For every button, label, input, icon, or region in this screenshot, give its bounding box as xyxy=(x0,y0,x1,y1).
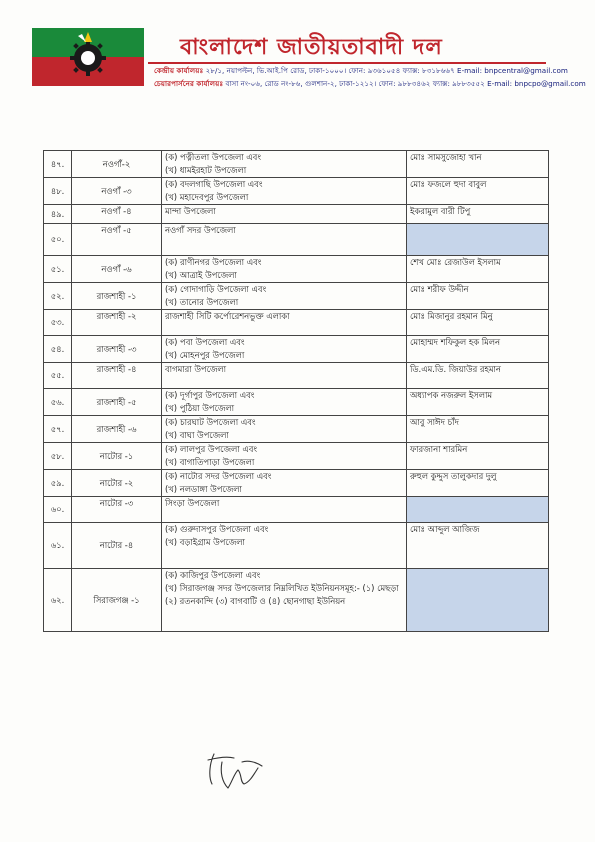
constituency-areas xyxy=(162,178,407,205)
area-line: সিংড়া উপজেলা xyxy=(165,498,220,508)
seat-number: ৫১. xyxy=(44,256,72,283)
constituency-name: রাজশাহী -১ xyxy=(72,283,162,310)
table-row xyxy=(44,310,549,336)
table-row xyxy=(44,283,549,310)
area-line: (ক) দূর্গাপুর উপজেলা এবং xyxy=(165,390,255,400)
area-line: (খ) পুঠিয়া উপজেলা xyxy=(165,403,235,413)
area-line: (খ) আত্রাই উপজেলা xyxy=(165,270,237,280)
area-line: (খ) তানোর উপজেলা xyxy=(165,297,239,307)
seat-number: ৬০. xyxy=(44,497,72,523)
constituency-areas xyxy=(162,497,407,523)
candidate-name: ফারজানা শারমিন xyxy=(407,443,549,470)
central-office-label: কেন্দ্রীয় কার্যালয়ঃ xyxy=(154,66,204,75)
constituency-name: নাটোর -৩ xyxy=(72,497,162,523)
candidate-name: মোহাম্মদ শফিকুল হক মিলন xyxy=(407,336,549,363)
constituency-areas xyxy=(162,363,407,389)
constituency-name: রাজশাহী -২ xyxy=(72,310,162,336)
constituency-name: নাটোর -১ xyxy=(72,443,162,470)
signature xyxy=(200,738,270,798)
candidate-name: মোঃ সামসুজোহা খান xyxy=(407,151,549,178)
table-row xyxy=(44,336,549,363)
table-row xyxy=(44,497,549,523)
constituency-areas xyxy=(162,523,407,569)
table-row xyxy=(44,416,549,443)
chairperson-office-label: চেয়ারপার্সনের কার্যালয়ঃ xyxy=(154,79,224,88)
candidate-name xyxy=(407,224,549,256)
area-line: (ক) পবা উপজেলা এবং xyxy=(165,337,245,347)
seat-number: ৪৮. xyxy=(44,178,72,205)
table-row xyxy=(44,224,549,256)
seat-number: ৫৯. xyxy=(44,470,72,497)
area-line: (ক) বদলগাছি উপজেলা এবং xyxy=(165,179,263,189)
candidate-name: মোঃ ফজলে হুদা বাবুল xyxy=(407,178,549,205)
seat-number: ৪৭. xyxy=(44,151,72,178)
table-row xyxy=(44,363,549,389)
constituency-name: নওগাঁ -৩ xyxy=(72,178,162,205)
area-line: নওগাঁ সদর উপজেলা xyxy=(165,225,236,235)
table-row xyxy=(44,470,549,497)
constituency-name: নাটোর -২ xyxy=(72,470,162,497)
constituency-areas xyxy=(162,310,407,336)
seat-number: ৪৯. xyxy=(44,205,72,224)
area-line: (ক) নাটোর সদর উপজেলা এবং xyxy=(165,471,272,481)
seat-number: ৫৪. xyxy=(44,336,72,363)
candidate-name: শেখ মোঃ রেজাউল ইসলাম xyxy=(407,256,549,283)
candidate-name: মোঃ শরীফ উদ্দীন xyxy=(407,283,549,310)
central-office-address xyxy=(154,66,568,78)
area-line: মান্দা উপজেলা xyxy=(165,206,216,216)
party-logo xyxy=(32,28,144,86)
constituency-areas xyxy=(162,569,407,632)
table-row xyxy=(44,205,549,224)
constituency-name: রাজশাহী -৩ xyxy=(72,336,162,363)
constituency-table xyxy=(43,150,549,632)
seat-number: ৫২. xyxy=(44,283,72,310)
constituency-areas xyxy=(162,336,407,363)
party-name: বাংলাদেশ জাতীয়তাবাদী দল xyxy=(180,35,443,60)
constituency-areas xyxy=(162,224,407,256)
area-line: (ক) গুরুদাসপুর উপজেলা এবং xyxy=(165,524,269,534)
constituency-name: নওগাঁ -৫ xyxy=(72,224,162,256)
candidate-name: অধ্যাপক নজরুল ইসলাম xyxy=(407,389,549,416)
constituency-areas xyxy=(162,470,407,497)
constituency-name: নওগাঁ -৬ xyxy=(72,256,162,283)
area-line: (খ) নলডাঙ্গা উপজেলা xyxy=(165,484,242,494)
seat-number: ৫৮. xyxy=(44,443,72,470)
area-line: (খ) মহাদেবপুর উপজেলা xyxy=(165,192,249,202)
letterhead xyxy=(30,26,586,90)
central-office-text: ২৮/১, নয়াপল্টন, ভি.আই.পি রোড, ঢাকা-১০০০। ফোন: ৯৩৬১০৫৪ ফ্যাক্স: ৮৩১৮৬৬৭ E-mail: bnpcentral@gmail.com xyxy=(205,66,568,75)
constituency-areas xyxy=(162,389,407,416)
seat-number: ৫৫. xyxy=(44,363,72,389)
seat-number: ৬১. xyxy=(44,523,72,569)
area-line: (খ) বাঘা উপজেলা xyxy=(165,430,229,440)
area-line: (ক) চারঘাট উপজেলা এবং xyxy=(165,417,256,427)
constituency-name: নওগাঁ-২ xyxy=(72,151,162,178)
table-row xyxy=(44,256,549,283)
table-row xyxy=(44,523,549,569)
chairperson-office-address xyxy=(154,79,586,91)
area-line: (খ) ধামইরহাট উপজেলা xyxy=(165,165,247,175)
constituency-areas xyxy=(162,416,407,443)
constituency-areas xyxy=(162,283,407,310)
area-line: বাগমারা উপজেলা xyxy=(165,364,227,374)
candidate-name: আবু সাঈদ চাঁদ xyxy=(407,416,549,443)
area-line: (ক) কাজিপুর উপজেলা এবং xyxy=(165,570,261,580)
constituency-name: সিরাজগঞ্জ -১ xyxy=(72,569,162,632)
table-row xyxy=(44,178,549,205)
constituency-name: রাজশাহী -৬ xyxy=(72,416,162,443)
constituency-areas xyxy=(162,205,407,224)
seat-number: ৫৩. xyxy=(44,310,72,336)
table-row xyxy=(44,151,549,178)
header-rule xyxy=(148,62,546,64)
table-row xyxy=(44,569,549,632)
area-line: (খ) বড়াইগ্রাম উপজেলা xyxy=(165,537,245,547)
constituency-areas xyxy=(162,443,407,470)
constituency-name: রাজশাহী -৪ xyxy=(72,363,162,389)
seat-number: ৫৬. xyxy=(44,389,72,416)
table-row xyxy=(44,389,549,416)
area-line: (খ) মোহনপুর উপজেলা xyxy=(165,350,245,360)
area-line: (খ) সিরাজগঞ্জ সদর উপজেলার নিম্নলিখিত ইউনিয়নসমূহ:- (১) মেছড়া (২) রতনকান্দি (৩) বাগবাটি ও (৪) ছোনগাছা ইউনিয়ন xyxy=(165,583,399,606)
candidate-name: মোঃ মিজানুর রহমান মিনু xyxy=(407,310,549,336)
candidate-name xyxy=(407,569,549,632)
area-line: (ক) লালপুর উপজেলা এবং xyxy=(165,444,257,454)
candidate-name: রুহুল কুদ্দুস তালুকদার দুলু xyxy=(407,470,549,497)
area-line: (ক) গোদাগাড়ি উপজেলা এবং xyxy=(165,284,267,294)
area-line: (ক) পত্নীতলা উপজেলা এবং xyxy=(165,152,261,162)
constituency-name: রাজশাহী -৫ xyxy=(72,389,162,416)
candidate-name: ডি.এম.ডি. জিয়াউর রহমান xyxy=(407,363,549,389)
area-line: (ক) রাণীনগর উপজেলা এবং xyxy=(165,257,262,267)
constituency-areas xyxy=(162,151,407,178)
constituency-table-body xyxy=(44,151,549,632)
seat-number: ৫০. xyxy=(44,224,72,256)
candidate-name xyxy=(407,497,549,523)
table-row xyxy=(44,443,549,470)
chairperson-office-text: বাসা নং-০৬, রোড নং-৮৬, গুলশান-২, ঢাকা-১২১২। ফোন: ৯৮৮৩৪৬২ ফ্যাক্স: ৯৮৮৩৫৫২ E-mail: bnpcpo@gmail.com xyxy=(225,79,586,88)
constituency-areas xyxy=(162,256,407,283)
area-line: (খ) বাগাতিপাড়া উপজেলা xyxy=(165,457,255,467)
area-line: রাজশাহী সিটি কর্পোরেশনভুক্ত এলাকা xyxy=(165,311,290,321)
constituency-name: নাটোর -৪ xyxy=(72,523,162,569)
seat-number: ৫৭. xyxy=(44,416,72,443)
constituency-name: নওগাঁ -৪ xyxy=(72,205,162,224)
seat-number: ৬২. xyxy=(44,569,72,632)
candidate-name: মোঃ আব্দুল আজিজ xyxy=(407,523,549,569)
candidate-name: ইকরামুল বারী টিপু xyxy=(407,205,549,224)
